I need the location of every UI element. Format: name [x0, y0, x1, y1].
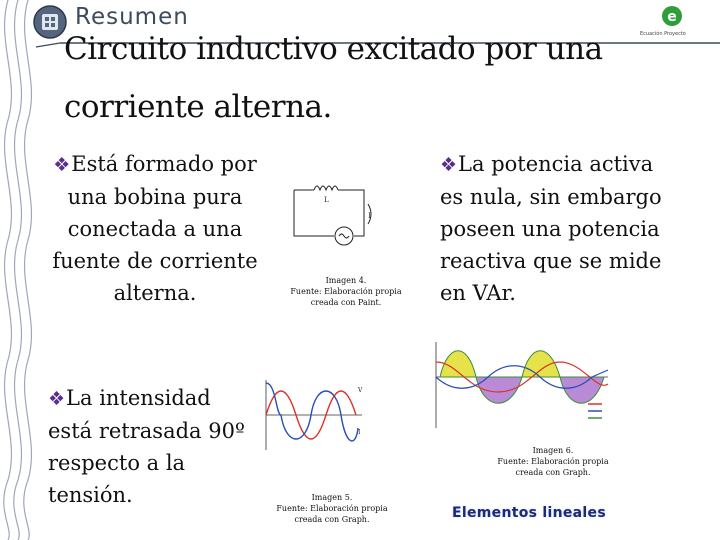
current-label: I: [358, 429, 361, 436]
caption-line: creada con Graph.: [515, 468, 591, 477]
caption-line: Imagen 5.: [311, 493, 353, 502]
bullet-marker-icon: ❖: [53, 154, 71, 176]
voltage-label: V: [358, 387, 363, 394]
caption-line: Imagen 4.: [325, 276, 367, 285]
bullet-text: La potencia activa es nula, sin embargo poseen una potencia reactiva que se mide en VAr.: [440, 152, 662, 305]
bullet-marker-icon: ❖: [440, 154, 458, 176]
caption-line: Fuente: Elaboración propia: [290, 287, 402, 296]
figure-6-caption: [478, 445, 628, 478]
caption-line: Fuente: Elaboración propia: [497, 457, 609, 466]
bullet-1: [40, 148, 270, 309]
figure-4-caption: [276, 275, 416, 308]
power-graph: [428, 340, 618, 430]
home-icon[interactable]: [32, 4, 68, 40]
slide-title: Circuito inductivo excitado por una corriente alterna.: [64, 31, 603, 125]
caption-line: Fuente: Elaboración propia: [276, 504, 388, 513]
caption-line: creada con Paint.: [310, 298, 382, 307]
caption-line: Imagen 6.: [532, 446, 574, 455]
footer-label: Elementos lineales: [452, 505, 606, 521]
figure-5-caption: [262, 492, 402, 525]
circuit-diagram: [284, 180, 394, 250]
current-label: I: [368, 212, 371, 220]
inductor-label: L: [324, 196, 329, 204]
section-label: Resumen: [75, 4, 189, 30]
caption-line: creada con Graph.: [294, 515, 370, 524]
bullet-3: [48, 382, 248, 511]
bullet-marker-icon: ❖: [48, 388, 66, 410]
bullet-2: [440, 148, 680, 309]
svg-text:e: e: [667, 9, 677, 25]
bullet-text: La intensidad está retrasada 90º respecto a la tensión.: [48, 386, 245, 507]
voltage-current-graph: [262, 378, 372, 452]
logo-text: Ecuación Proyecto: [640, 31, 686, 37]
bullet-text: Está formado por una bobina pura conectada a una fuente de corriente alterna.: [52, 152, 258, 305]
